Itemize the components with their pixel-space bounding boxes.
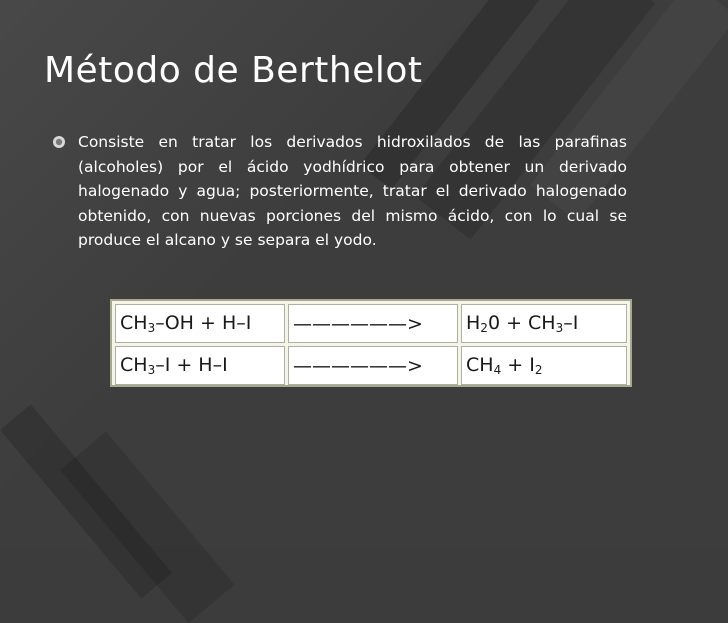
bullet-item xyxy=(52,130,627,253)
products-cell: $H_20 + CH_3-I$ xyxy=(461,304,627,343)
arrow-cell: ——————> xyxy=(288,346,458,385)
products-cell: $CH_4 + I_2$ xyxy=(461,346,627,385)
reaction-table xyxy=(110,299,632,387)
slide-title: Método de Berthelot xyxy=(44,50,423,91)
reactants-cell: $CH_3-OH + H-I$ xyxy=(115,304,285,343)
table-row xyxy=(115,346,627,385)
table-row xyxy=(115,304,627,343)
reactants-cell: $CH_3-I + H-I$ xyxy=(115,346,285,385)
arrow-cell: ——————> xyxy=(288,304,458,343)
bullet-text: Consiste en tratar los derivados hidroxilados de las parafinas (alcoholes) por el ácido yodhídrico para obtener un derivado halogenado y agua; posteriormente, tratar el derivado halogenado obtenido, con nuevas porciones del mismo ácido, con lo cual se produce el alcano y se separa el yodo. xyxy=(78,133,627,249)
circle-bullet-icon xyxy=(52,135,66,149)
